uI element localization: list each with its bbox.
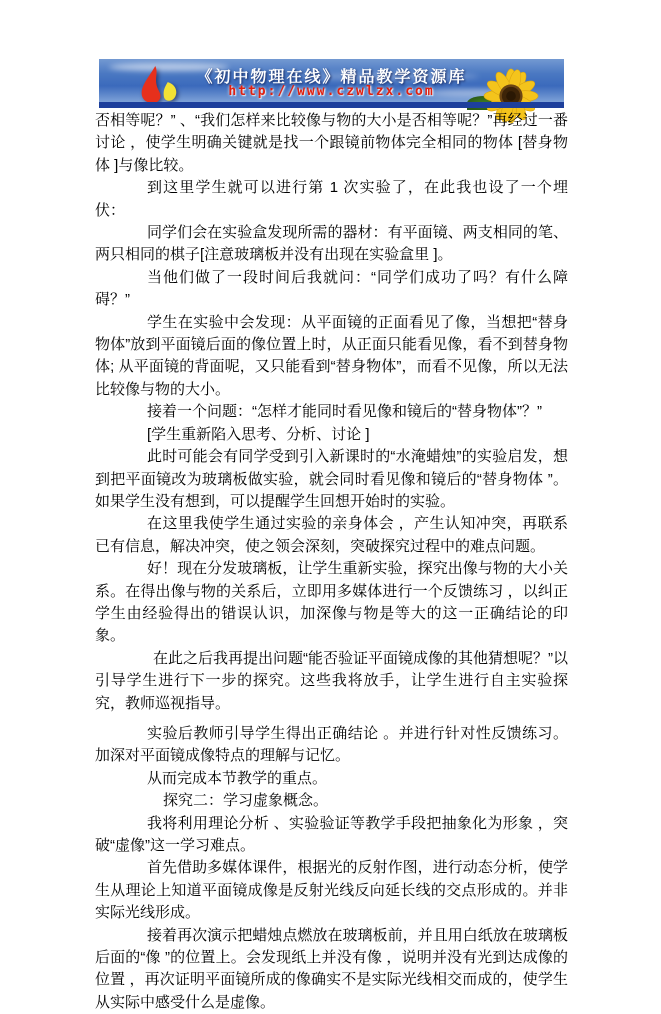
paragraph: 接着一个问题：“怎样才能同时看见像和镜后的“替身物体”？” — [147, 403, 542, 421]
banner-title: 《初中物理在线》精品教学资源库 — [196, 69, 467, 86]
paragraph: 探究二：学习虚象概念。 — [163, 792, 329, 810]
site-banner-image — [99, 59, 564, 108]
paragraph: 到这里学生就可以进行第 1 次实验了，在此我也设了一个埋伏： — [95, 179, 568, 219]
paragraph: 实验后教师引导学生得出正确结论 。并进行针对性反馈练习。加深对平面镜成像特点的理解与记忆。 — [95, 724, 568, 765]
paragraph: 在此之后我再提出问题“能否验证平面镜成像的其他猜想呢？”以引导学生进行下一步的探究。这些我将放手，让学生进行自主实验探究，教师巡视指导。 — [95, 649, 568, 712]
paragraph: 首先借助多媒体课件，根据光的反射作图，进行动态分析，使学生从理论上知道平面镜成像是反射光线反向延长线的交点形成的。并非实际光线形成。 — [95, 859, 568, 922]
paragraph: 从而完成本节教学的重点。 — [147, 769, 328, 787]
paragraph: 好！现在分发玻璃板，让学生重新实验，探究出像与物的大小关系。在得出像与物的关系后，立即用多媒体进行一个反馈练习 ，以纠正学生由经验得出的错误认识，加深像与物是等大的这一正确结论的印象。 — [95, 560, 568, 645]
banner-url: http://www.czwlzx.com — [228, 84, 435, 99]
paragraph: 接着再次演示把蜡烛点燃放在玻璃板前，并且用白纸放在玻璃板后面的“像 ”的位置上。会发现纸上并没有像 ，说明并没有光到达成像的位置 ，再次证明平面镜所成的像确实不是实际光线相交而成的，使学生从实际中感受什么是虚像。 — [95, 926, 568, 1011]
banner-bottom-band — [99, 102, 564, 108]
paragraph: 否相等呢？” 、“我们怎样来比较像与物的大小是否相等呢？”再经过一番讨论 ，使学生明确关键就是找一个跟镜前物体完全相同的物体 [替身物体 ]与像比较。 — [95, 112, 568, 174]
document-body — [95, 110, 568, 1014]
paragraph: 学生在实验中会发现：从平面镜的正面看见了像，当想把“替身物体”放到平面镜后面的像位置上时，从正面只能看见像，看不到替身物体; 从平面镜的背面呢，又只能看到“替身物体”，而看不见像，所以无法比较像与物的大小。 — [95, 313, 568, 398]
paragraph: 在这里我使学生通过实验的亲身体会 ，产生认知冲突，再联系已有信息，解决冲突，使之领会深刻，突破探究过程中的难点问题。 — [95, 515, 568, 555]
paragraph: [学生重新陷入思考、分析、讨论 ] — [147, 425, 370, 443]
paragraph: 此时可能会有同学受到引入新课时的“水淹蜡烛”的实验启发，想到把平面镜改为玻璃板做实验，就会同时看见像和镜后的“替身物体 ”。如果学生没有想到，可以提醒学生回想开始时的实验。 — [95, 448, 568, 510]
paragraph: 我将利用理论分析 、实验验证等教学手段把抽象化为形象 ，突破“虚像”这一学习难点。 — [95, 814, 568, 854]
paragraph: 当他们做了一段时间后我就问：“同学们成功了吗？有什么障碍？” — [95, 268, 568, 309]
paragraph: 同学们会在实验盒发现所需的器材：有平面镜、两支相同的笔、两只相同的棋子[注意玻璃板并没有出现在实验盒里 ]。 — [95, 224, 568, 264]
